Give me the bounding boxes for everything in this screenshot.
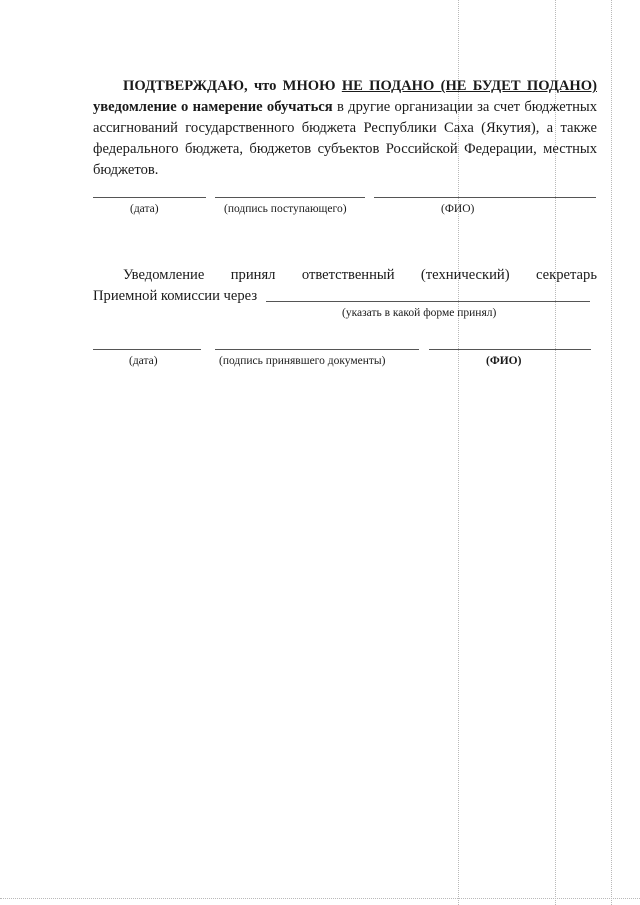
signature-caption-1: (подпись поступающего) — [224, 203, 347, 215]
notice-phrase: уведомление о намерение обучаться — [93, 99, 333, 115]
name-caption-2: (ФИО) — [486, 355, 522, 367]
that-word: что — [253, 78, 277, 94]
name-line-1 — [374, 197, 596, 198]
scan-fold-line-3 — [611, 0, 612, 905]
name-caption-1: (ФИО) — [441, 203, 475, 215]
name-line-2 — [429, 349, 591, 350]
date-line-1 — [93, 197, 206, 198]
form-hint-caption: (указать в какой форме принял) — [342, 307, 497, 319]
confirmation-rest: в другие организации за счет бюджетных ассигнований государственного бюджета Республики Саха (Якутия), а также федерального бюджета, бюджетов субъектов Российской Федерации, местных бюджетов. — [93, 99, 598, 178]
date-caption-2: (дата) — [129, 355, 158, 367]
signature-caption-2: (подпись принявшего документы) — [219, 355, 386, 367]
by-me-word: МНОЮ — [282, 78, 336, 94]
scan-bottom-line — [0, 898, 640, 899]
receipt-line-1 — [93, 265, 597, 286]
form-line — [266, 301, 590, 302]
date-line-2 — [93, 349, 201, 350]
signature-line-2 — [215, 349, 419, 350]
date-caption-1: (дата) — [130, 203, 159, 215]
confirm-word: ПОДТВЕРЖДАЮ, — [123, 78, 248, 94]
signature-line-1 — [215, 197, 365, 198]
receipt-line-2 — [93, 286, 597, 307]
receipt-text-2: Приемной комиссии через — [93, 288, 258, 304]
not-submitted-phrase: НЕ ПОДАНО (НЕ БУДЕТ ПОДАНО) — [341, 78, 597, 94]
confirmation-paragraph — [93, 76, 597, 181]
receipt-text-1: Уведомление принял ответственный (технический) секретарь — [123, 267, 597, 283]
